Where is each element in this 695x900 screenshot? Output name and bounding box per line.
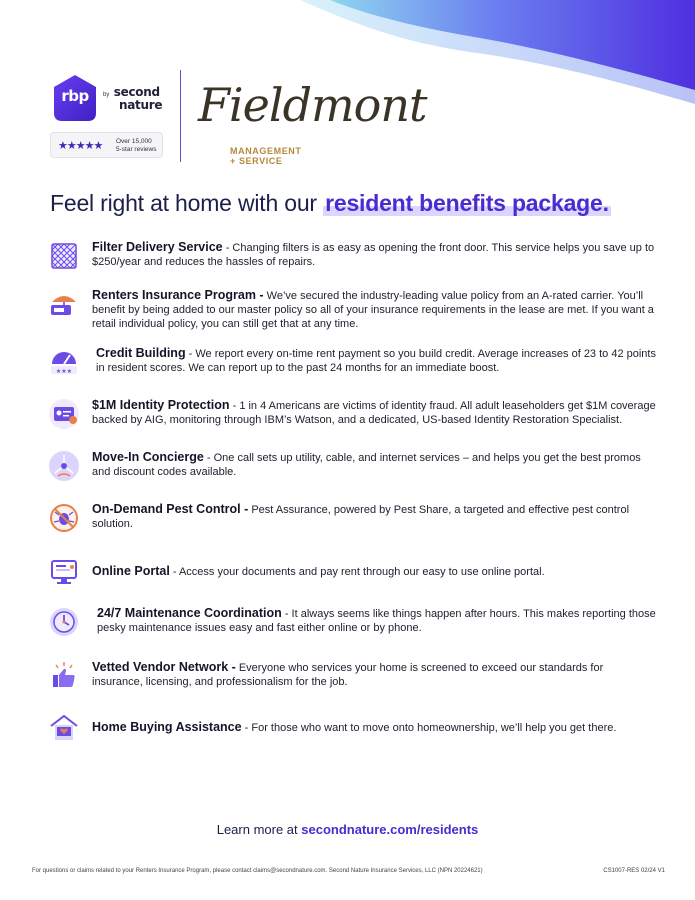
benefit-title: Renters Insurance Program - <box>92 288 264 302</box>
benefit-title: Online Portal <box>92 564 170 578</box>
benefit-description: One call sets up utility, cable, and internet services – and helps you get the best promos and discount codes available. <box>92 452 641 478</box>
learn-more-link[interactable]: secondnature.com/residents <box>301 822 479 837</box>
learn-more-prefix: Learn more at <box>216 822 298 837</box>
benefit-text <box>92 660 657 689</box>
benefit-separator: - <box>229 400 240 412</box>
benefit-title: 24/7 Maintenance Coordination <box>97 606 282 620</box>
no-pest-icon <box>48 502 80 534</box>
clock-icon <box>48 606 80 638</box>
benefit-title: Vetted Vendor Network - <box>92 660 236 674</box>
reviews-text <box>116 138 156 154</box>
umbrella-icon <box>48 288 80 320</box>
benefit-description: For those who want to move onto homeownership, we’ll help you get there. <box>251 722 617 734</box>
benefit-title: Filter Delivery Service <box>92 240 223 254</box>
benefit-text <box>92 450 657 479</box>
house-heart-icon <box>48 712 80 744</box>
portal-monitor-icon <box>48 556 80 588</box>
benefit-text <box>92 502 657 531</box>
second-nature-logo <box>103 86 173 111</box>
by-label: by <box>103 92 110 98</box>
benefit-title: On-Demand Pest Control - <box>92 502 249 516</box>
benefit-description: We’ve secured the industry-leading value policy from an A-rated carrier. You’ll benefit by being added to our master policy so all of your insurance requirements in the lease are met. If you want a retail individual policy, you can still get that at any time. <box>92 290 654 330</box>
reviews-count: Over 15,000 <box>116 138 152 145</box>
benefit-text <box>96 346 661 375</box>
thumbs-up-icon <box>48 660 80 692</box>
benefit-text <box>92 398 657 427</box>
benefit-title: Home Buying Assistance <box>92 720 242 734</box>
benefit-separator: - <box>281 608 292 620</box>
second-label: second <box>113 85 160 99</box>
identity-card-icon <box>48 398 80 430</box>
fieldmont-tagline: MANAGEMENT + SERVICE <box>230 146 302 166</box>
five-stars-icon: ★★★★★ <box>58 140 103 152</box>
footer-disclaimer: For questions or claims related to your Renters Insurance Program, please contact claims@secondnature.com. Second Nature Insurance Services, LLC (NPN 20224621) <box>32 868 483 874</box>
nature-label: nature <box>119 98 163 112</box>
benefit-separator: - <box>203 452 214 464</box>
credit-gauge-icon <box>48 346 80 378</box>
benefit-text <box>97 606 662 635</box>
benefit-description: Access your documents and pay rent through our easy to use online portal. <box>178 566 545 578</box>
benefit-description: 1 in 4 Americans are victims of identity fraud. All adult leaseholders get $1M coverage backed by AIG, monitoring through IBM’s Watson, and a dedicated, US-based Identity Restoration Specialist. <box>92 400 656 426</box>
headline-highlight: resident benefits package. <box>325 190 609 216</box>
concierge-icon <box>48 450 80 482</box>
benefit-separator: - <box>241 722 252 734</box>
page-headline <box>50 190 670 217</box>
benefit-title: Credit Building <box>96 346 186 360</box>
headline-prefix: Feel right at home with our <box>50 190 317 216</box>
benefit-title: $1M Identity Protection <box>92 398 230 412</box>
rbp-logo-text: rbp <box>61 87 89 105</box>
svg-text:★★★: ★★★ <box>55 369 73 375</box>
benefit-description: Pest Assurance, powered by Pest Share, a targeted and effective pest control solution. <box>92 504 630 530</box>
learn-more <box>0 822 695 837</box>
benefit-separator: - <box>222 242 233 254</box>
benefit-separator: - <box>185 348 196 360</box>
benefit-text <box>92 564 657 579</box>
benefit-text <box>92 240 657 269</box>
logo-divider <box>180 70 181 162</box>
fieldmont-logo: Fieldmont <box>198 78 427 132</box>
benefit-description: We report every on-time rent payment so you build credit. Average increases of 23 to 42 points in resident scores. We can report up to the past 24 months for an immediate boost. <box>96 348 656 374</box>
benefit-description: Changing filters is as easy as opening the front door. This service helps you save up to $250/year and reduces the hassles of repairs. <box>92 242 655 268</box>
benefit-separator: - <box>169 566 179 578</box>
benefit-description: It always seems like things happen after hours. This makes reporting those pesky maintenance issues easy and fast either online or by phone. <box>97 608 656 634</box>
benefit-text <box>92 720 657 735</box>
filter-icon <box>48 240 80 272</box>
document-code: CS1007-RES 02/24 V1 <box>603 868 665 874</box>
benefit-text <box>92 288 657 331</box>
benefit-title: Move-In Concierge <box>92 450 204 464</box>
reviews-badge <box>50 132 163 158</box>
reviews-label: 5-star reviews <box>116 146 157 153</box>
benefit-description: Everyone who services your home is screened to exceed our standards for insurance, licensing, and professionalism for the job. <box>92 662 604 688</box>
